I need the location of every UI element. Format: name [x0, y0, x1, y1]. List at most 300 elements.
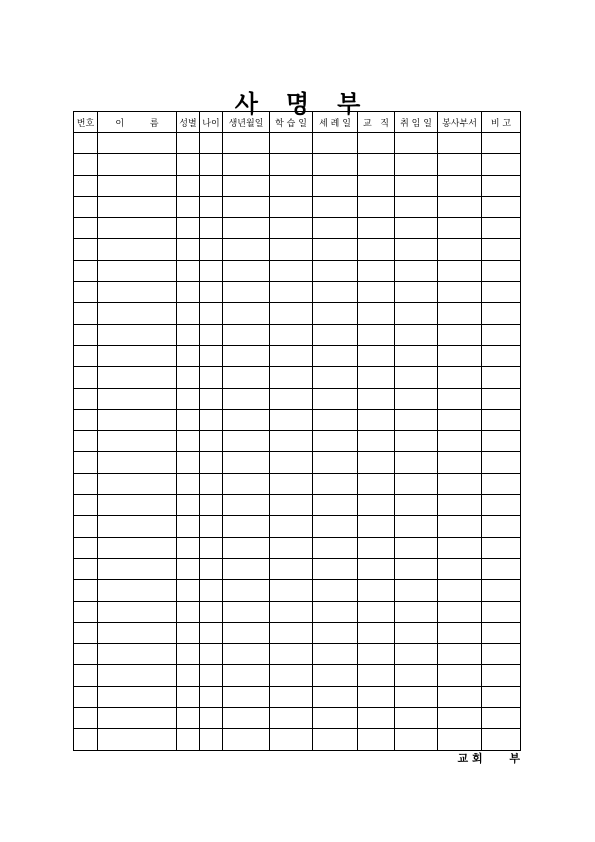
table-cell-gender[interactable] [177, 708, 200, 729]
table-cell-age[interactable] [200, 388, 223, 409]
table-cell-remarks[interactable] [482, 260, 521, 281]
table-cell-church-office[interactable] [358, 196, 395, 217]
table-cell-name[interactable] [98, 452, 177, 473]
table-cell-age[interactable] [200, 324, 223, 345]
table-cell-name[interactable] [98, 708, 177, 729]
table-cell-church-office[interactable] [358, 729, 395, 750]
table-cell-age[interactable] [200, 729, 223, 750]
table-cell-baptism-date[interactable] [313, 558, 358, 579]
table-cell-baptism-date[interactable] [313, 601, 358, 622]
table-cell-church-office[interactable] [358, 558, 395, 579]
table-cell-catechumen-date[interactable] [270, 516, 313, 537]
table-cell-birthdate[interactable] [223, 558, 270, 579]
table-cell-catechumen-date[interactable] [270, 303, 313, 324]
table-cell-service-department[interactable] [438, 708, 482, 729]
table-cell-catechumen-date[interactable] [270, 495, 313, 516]
table-cell-baptism-date[interactable] [313, 133, 358, 154]
table-cell-age[interactable] [200, 665, 223, 686]
table-cell-gender[interactable] [177, 665, 200, 686]
table-cell-service-department[interactable] [438, 729, 482, 750]
table-cell-remarks[interactable] [482, 239, 521, 260]
table-cell-gender[interactable] [177, 133, 200, 154]
table-cell-gender[interactable] [177, 239, 200, 260]
table-cell-name[interactable] [98, 601, 177, 622]
table-cell-name[interactable] [98, 260, 177, 281]
table-cell-number[interactable] [74, 388, 98, 409]
table-cell-name[interactable] [98, 388, 177, 409]
table-cell-number[interactable] [74, 665, 98, 686]
table-cell-baptism-date[interactable] [313, 431, 358, 452]
table-cell-service-department[interactable] [438, 495, 482, 516]
table-cell-number[interactable] [74, 345, 98, 366]
table-cell-appointment-date[interactable] [395, 537, 438, 558]
table-cell-age[interactable] [200, 367, 223, 388]
table-cell-remarks[interactable] [482, 133, 521, 154]
table-cell-appointment-date[interactable] [395, 622, 438, 643]
table-cell-gender[interactable] [177, 644, 200, 665]
table-cell-appointment-date[interactable] [395, 260, 438, 281]
table-cell-number[interactable] [74, 260, 98, 281]
table-cell-gender[interactable] [177, 409, 200, 430]
table-cell-age[interactable] [200, 196, 223, 217]
table-cell-age[interactable] [200, 133, 223, 154]
table-cell-remarks[interactable] [482, 537, 521, 558]
table-cell-birthdate[interactable] [223, 175, 270, 196]
table-cell-number[interactable] [74, 580, 98, 601]
table-cell-baptism-date[interactable] [313, 665, 358, 686]
table-cell-birthdate[interactable] [223, 345, 270, 366]
table-cell-baptism-date[interactable] [313, 708, 358, 729]
table-cell-appointment-date[interactable] [395, 324, 438, 345]
table-cell-birthdate[interactable] [223, 452, 270, 473]
table-cell-number[interactable] [74, 644, 98, 665]
table-cell-age[interactable] [200, 175, 223, 196]
table-cell-name[interactable] [98, 644, 177, 665]
table-cell-remarks[interactable] [482, 345, 521, 366]
table-cell-service-department[interactable] [438, 580, 482, 601]
table-cell-remarks[interactable] [482, 601, 521, 622]
table-cell-church-office[interactable] [358, 708, 395, 729]
table-cell-name[interactable] [98, 133, 177, 154]
table-cell-appointment-date[interactable] [395, 452, 438, 473]
table-cell-church-office[interactable] [358, 516, 395, 537]
table-cell-remarks[interactable] [482, 196, 521, 217]
table-cell-gender[interactable] [177, 686, 200, 707]
table-cell-birthdate[interactable] [223, 133, 270, 154]
table-cell-age[interactable] [200, 409, 223, 430]
table-cell-name[interactable] [98, 282, 177, 303]
table-cell-catechumen-date[interactable] [270, 345, 313, 366]
table-cell-service-department[interactable] [438, 239, 482, 260]
table-cell-church-office[interactable] [358, 644, 395, 665]
table-cell-age[interactable] [200, 260, 223, 281]
table-cell-baptism-date[interactable] [313, 473, 358, 494]
table-cell-remarks[interactable] [482, 367, 521, 388]
table-cell-birthdate[interactable] [223, 665, 270, 686]
table-cell-church-office[interactable] [358, 175, 395, 196]
table-cell-catechumen-date[interactable] [270, 537, 313, 558]
table-cell-appointment-date[interactable] [395, 367, 438, 388]
table-cell-baptism-date[interactable] [313, 409, 358, 430]
table-cell-name[interactable] [98, 473, 177, 494]
table-cell-number[interactable] [74, 431, 98, 452]
table-cell-birthdate[interactable] [223, 537, 270, 558]
table-cell-number[interactable] [74, 516, 98, 537]
table-cell-appointment-date[interactable] [395, 644, 438, 665]
table-cell-birthdate[interactable] [223, 303, 270, 324]
table-cell-baptism-date[interactable] [313, 196, 358, 217]
table-cell-remarks[interactable] [482, 218, 521, 239]
table-cell-appointment-date[interactable] [395, 601, 438, 622]
table-cell-number[interactable] [74, 495, 98, 516]
table-cell-church-office[interactable] [358, 665, 395, 686]
table-cell-birthdate[interactable] [223, 729, 270, 750]
table-cell-number[interactable] [74, 686, 98, 707]
table-cell-birthdate[interactable] [223, 218, 270, 239]
table-cell-remarks[interactable] [482, 729, 521, 750]
table-cell-age[interactable] [200, 218, 223, 239]
table-cell-gender[interactable] [177, 558, 200, 579]
table-cell-number[interactable] [74, 239, 98, 260]
table-cell-number[interactable] [74, 537, 98, 558]
table-cell-name[interactable] [98, 665, 177, 686]
table-cell-church-office[interactable] [358, 622, 395, 643]
table-cell-church-office[interactable] [358, 409, 395, 430]
table-cell-catechumen-date[interactable] [270, 196, 313, 217]
table-cell-remarks[interactable] [482, 665, 521, 686]
table-cell-age[interactable] [200, 686, 223, 707]
table-cell-birthdate[interactable] [223, 367, 270, 388]
table-cell-remarks[interactable] [482, 388, 521, 409]
table-cell-service-department[interactable] [438, 452, 482, 473]
table-cell-catechumen-date[interactable] [270, 218, 313, 239]
table-cell-remarks[interactable] [482, 558, 521, 579]
table-cell-birthdate[interactable] [223, 622, 270, 643]
table-cell-age[interactable] [200, 601, 223, 622]
table-cell-appointment-date[interactable] [395, 154, 438, 175]
table-cell-appointment-date[interactable] [395, 708, 438, 729]
table-cell-baptism-date[interactable] [313, 218, 358, 239]
table-cell-number[interactable] [74, 303, 98, 324]
table-cell-baptism-date[interactable] [313, 345, 358, 366]
table-cell-name[interactable] [98, 431, 177, 452]
table-cell-number[interactable] [74, 558, 98, 579]
table-cell-catechumen-date[interactable] [270, 175, 313, 196]
table-cell-catechumen-date[interactable] [270, 431, 313, 452]
table-cell-appointment-date[interactable] [395, 431, 438, 452]
table-cell-baptism-date[interactable] [313, 537, 358, 558]
table-cell-appointment-date[interactable] [395, 495, 438, 516]
table-cell-remarks[interactable] [482, 473, 521, 494]
table-cell-name[interactable] [98, 495, 177, 516]
table-cell-church-office[interactable] [358, 239, 395, 260]
table-cell-number[interactable] [74, 196, 98, 217]
table-cell-baptism-date[interactable] [313, 367, 358, 388]
table-cell-service-department[interactable] [438, 175, 482, 196]
table-cell-church-office[interactable] [358, 537, 395, 558]
table-cell-age[interactable] [200, 537, 223, 558]
table-cell-appointment-date[interactable] [395, 686, 438, 707]
table-cell-birthdate[interactable] [223, 580, 270, 601]
table-cell-number[interactable] [74, 154, 98, 175]
table-cell-service-department[interactable] [438, 644, 482, 665]
table-cell-catechumen-date[interactable] [270, 388, 313, 409]
table-cell-catechumen-date[interactable] [270, 644, 313, 665]
table-cell-gender[interactable] [177, 580, 200, 601]
table-cell-church-office[interactable] [358, 431, 395, 452]
table-cell-church-office[interactable] [358, 580, 395, 601]
table-cell-catechumen-date[interactable] [270, 601, 313, 622]
table-cell-baptism-date[interactable] [313, 303, 358, 324]
table-cell-catechumen-date[interactable] [270, 409, 313, 430]
table-cell-birthdate[interactable] [223, 431, 270, 452]
table-cell-age[interactable] [200, 580, 223, 601]
table-cell-remarks[interactable] [482, 409, 521, 430]
table-cell-birthdate[interactable] [223, 154, 270, 175]
table-cell-gender[interactable] [177, 260, 200, 281]
table-cell-church-office[interactable] [358, 473, 395, 494]
table-cell-catechumen-date[interactable] [270, 282, 313, 303]
table-cell-remarks[interactable] [482, 282, 521, 303]
table-cell-church-office[interactable] [358, 218, 395, 239]
table-cell-name[interactable] [98, 324, 177, 345]
table-cell-birthdate[interactable] [223, 282, 270, 303]
table-cell-service-department[interactable] [438, 154, 482, 175]
table-cell-age[interactable] [200, 622, 223, 643]
table-cell-service-department[interactable] [438, 665, 482, 686]
table-cell-baptism-date[interactable] [313, 260, 358, 281]
table-cell-number[interactable] [74, 324, 98, 345]
table-cell-baptism-date[interactable] [313, 729, 358, 750]
table-cell-birthdate[interactable] [223, 601, 270, 622]
table-cell-age[interactable] [200, 154, 223, 175]
table-cell-gender[interactable] [177, 282, 200, 303]
table-cell-service-department[interactable] [438, 409, 482, 430]
table-cell-catechumen-date[interactable] [270, 665, 313, 686]
table-cell-gender[interactable] [177, 218, 200, 239]
table-cell-gender[interactable] [177, 345, 200, 366]
table-cell-age[interactable] [200, 558, 223, 579]
table-cell-age[interactable] [200, 303, 223, 324]
table-cell-service-department[interactable] [438, 431, 482, 452]
table-cell-catechumen-date[interactable] [270, 580, 313, 601]
table-cell-baptism-date[interactable] [313, 282, 358, 303]
table-cell-gender[interactable] [177, 196, 200, 217]
table-cell-church-office[interactable] [358, 282, 395, 303]
table-cell-age[interactable] [200, 282, 223, 303]
table-cell-remarks[interactable] [482, 431, 521, 452]
table-cell-number[interactable] [74, 175, 98, 196]
table-cell-catechumen-date[interactable] [270, 452, 313, 473]
table-cell-catechumen-date[interactable] [270, 558, 313, 579]
table-cell-catechumen-date[interactable] [270, 133, 313, 154]
table-cell-service-department[interactable] [438, 303, 482, 324]
table-cell-gender[interactable] [177, 431, 200, 452]
table-cell-baptism-date[interactable] [313, 452, 358, 473]
table-cell-birthdate[interactable] [223, 516, 270, 537]
table-cell-number[interactable] [74, 473, 98, 494]
table-cell-service-department[interactable] [438, 282, 482, 303]
table-cell-appointment-date[interactable] [395, 196, 438, 217]
table-cell-baptism-date[interactable] [313, 644, 358, 665]
table-cell-birthdate[interactable] [223, 388, 270, 409]
table-cell-gender[interactable] [177, 537, 200, 558]
table-cell-age[interactable] [200, 239, 223, 260]
table-cell-service-department[interactable] [438, 218, 482, 239]
table-cell-age[interactable] [200, 495, 223, 516]
table-cell-name[interactable] [98, 729, 177, 750]
table-cell-number[interactable] [74, 282, 98, 303]
table-cell-remarks[interactable] [482, 324, 521, 345]
table-cell-gender[interactable] [177, 729, 200, 750]
table-cell-birthdate[interactable] [223, 239, 270, 260]
table-cell-birthdate[interactable] [223, 324, 270, 345]
table-cell-name[interactable] [98, 154, 177, 175]
table-cell-church-office[interactable] [358, 324, 395, 345]
table-cell-service-department[interactable] [438, 133, 482, 154]
table-cell-age[interactable] [200, 345, 223, 366]
table-cell-baptism-date[interactable] [313, 580, 358, 601]
table-cell-baptism-date[interactable] [313, 495, 358, 516]
table-cell-appointment-date[interactable] [395, 218, 438, 239]
table-cell-birthdate[interactable] [223, 473, 270, 494]
table-cell-remarks[interactable] [482, 580, 521, 601]
table-cell-birthdate[interactable] [223, 686, 270, 707]
table-cell-appointment-date[interactable] [395, 282, 438, 303]
table-cell-age[interactable] [200, 516, 223, 537]
table-cell-gender[interactable] [177, 175, 200, 196]
table-cell-birthdate[interactable] [223, 644, 270, 665]
table-cell-remarks[interactable] [482, 708, 521, 729]
table-cell-gender[interactable] [177, 303, 200, 324]
table-cell-number[interactable] [74, 409, 98, 430]
table-cell-appointment-date[interactable] [395, 473, 438, 494]
table-cell-service-department[interactable] [438, 324, 482, 345]
table-cell-church-office[interactable] [358, 260, 395, 281]
table-cell-remarks[interactable] [482, 686, 521, 707]
table-cell-name[interactable] [98, 537, 177, 558]
table-cell-gender[interactable] [177, 388, 200, 409]
table-cell-service-department[interactable] [438, 686, 482, 707]
table-cell-age[interactable] [200, 644, 223, 665]
table-cell-service-department[interactable] [438, 558, 482, 579]
table-cell-gender[interactable] [177, 367, 200, 388]
table-cell-catechumen-date[interactable] [270, 324, 313, 345]
table-cell-church-office[interactable] [358, 367, 395, 388]
table-cell-service-department[interactable] [438, 367, 482, 388]
table-cell-church-office[interactable] [358, 388, 395, 409]
table-cell-number[interactable] [74, 452, 98, 473]
table-cell-gender[interactable] [177, 154, 200, 175]
table-cell-church-office[interactable] [358, 303, 395, 324]
table-cell-remarks[interactable] [482, 452, 521, 473]
table-cell-name[interactable] [98, 303, 177, 324]
table-cell-remarks[interactable] [482, 303, 521, 324]
table-cell-remarks[interactable] [482, 644, 521, 665]
table-cell-catechumen-date[interactable] [270, 708, 313, 729]
table-cell-appointment-date[interactable] [395, 580, 438, 601]
table-cell-gender[interactable] [177, 601, 200, 622]
table-cell-church-office[interactable] [358, 686, 395, 707]
table-cell-number[interactable] [74, 729, 98, 750]
table-cell-service-department[interactable] [438, 196, 482, 217]
table-cell-service-department[interactable] [438, 345, 482, 366]
table-cell-name[interactable] [98, 175, 177, 196]
table-cell-remarks[interactable] [482, 516, 521, 537]
table-cell-church-office[interactable] [358, 452, 395, 473]
table-cell-appointment-date[interactable] [395, 516, 438, 537]
table-cell-baptism-date[interactable] [313, 175, 358, 196]
table-cell-age[interactable] [200, 452, 223, 473]
table-cell-appointment-date[interactable] [395, 388, 438, 409]
table-cell-number[interactable] [74, 708, 98, 729]
table-cell-name[interactable] [98, 580, 177, 601]
table-cell-appointment-date[interactable] [395, 133, 438, 154]
table-cell-baptism-date[interactable] [313, 516, 358, 537]
table-cell-service-department[interactable] [438, 516, 482, 537]
table-cell-gender[interactable] [177, 516, 200, 537]
table-cell-number[interactable] [74, 622, 98, 643]
table-cell-age[interactable] [200, 708, 223, 729]
table-cell-church-office[interactable] [358, 154, 395, 175]
table-cell-remarks[interactable] [482, 622, 521, 643]
table-cell-number[interactable] [74, 218, 98, 239]
table-cell-catechumen-date[interactable] [270, 154, 313, 175]
table-cell-name[interactable] [98, 345, 177, 366]
table-cell-catechumen-date[interactable] [270, 473, 313, 494]
table-cell-number[interactable] [74, 367, 98, 388]
table-cell-remarks[interactable] [482, 175, 521, 196]
table-cell-appointment-date[interactable] [395, 729, 438, 750]
table-cell-age[interactable] [200, 431, 223, 452]
table-cell-gender[interactable] [177, 622, 200, 643]
table-cell-birthdate[interactable] [223, 409, 270, 430]
table-cell-number[interactable] [74, 601, 98, 622]
table-cell-birthdate[interactable] [223, 495, 270, 516]
table-cell-name[interactable] [98, 558, 177, 579]
table-cell-appointment-date[interactable] [395, 558, 438, 579]
table-cell-service-department[interactable] [438, 622, 482, 643]
table-cell-baptism-date[interactable] [313, 622, 358, 643]
table-cell-catechumen-date[interactable] [270, 367, 313, 388]
table-cell-baptism-date[interactable] [313, 239, 358, 260]
table-cell-birthdate[interactable] [223, 708, 270, 729]
table-cell-name[interactable] [98, 409, 177, 430]
table-cell-remarks[interactable] [482, 154, 521, 175]
table-cell-baptism-date[interactable] [313, 154, 358, 175]
table-cell-service-department[interactable] [438, 260, 482, 281]
table-cell-appointment-date[interactable] [395, 239, 438, 260]
table-cell-appointment-date[interactable] [395, 665, 438, 686]
table-cell-baptism-date[interactable] [313, 324, 358, 345]
table-cell-name[interactable] [98, 516, 177, 537]
table-cell-name[interactable] [98, 196, 177, 217]
table-cell-remarks[interactable] [482, 495, 521, 516]
table-cell-church-office[interactable] [358, 495, 395, 516]
table-cell-church-office[interactable] [358, 601, 395, 622]
table-cell-birthdate[interactable] [223, 260, 270, 281]
table-cell-service-department[interactable] [438, 601, 482, 622]
table-cell-age[interactable] [200, 473, 223, 494]
table-cell-service-department[interactable] [438, 473, 482, 494]
table-cell-gender[interactable] [177, 473, 200, 494]
table-cell-name[interactable] [98, 622, 177, 643]
table-cell-catechumen-date[interactable] [270, 239, 313, 260]
table-cell-name[interactable] [98, 367, 177, 388]
table-cell-number[interactable] [74, 133, 98, 154]
table-cell-service-department[interactable] [438, 537, 482, 558]
table-cell-catechumen-date[interactable] [270, 729, 313, 750]
